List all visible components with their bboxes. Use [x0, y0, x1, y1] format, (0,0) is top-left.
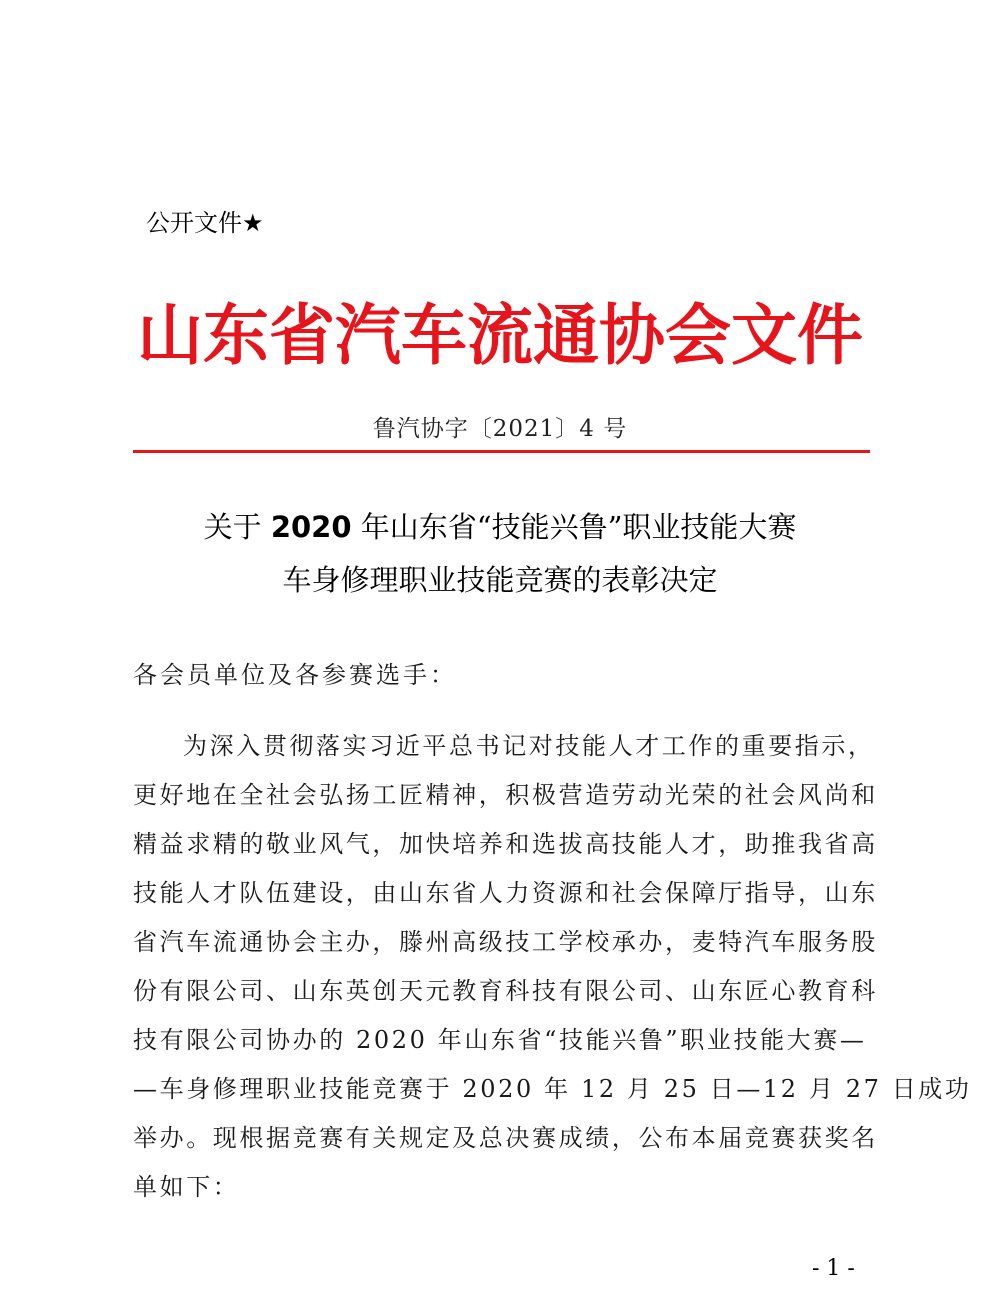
body-line: 省汽车流通协会主办，滕州高级技工学校承办，麦特汽车服务股	[133, 928, 878, 956]
salutation: 各会员单位及各参赛选手：	[133, 661, 457, 689]
document-title-line-2: 车身修理职业技能竞赛的表彰决定	[282, 563, 718, 597]
document-number: 鲁汽协字〔2021〕4 号	[372, 416, 628, 442]
document-title-line-1	[0, 502, 1000, 552]
title-suffix: 年山东省“技能兴鲁”职业技能大赛	[351, 510, 797, 544]
body-line: 技有限公司协办的 2020 年山东省“技能兴鲁”职业技能大赛—	[133, 1026, 867, 1054]
body-line: 更好地在全社会弘扬工匠精神，积极营造劳动光荣的社会风尚和	[133, 781, 878, 809]
classification-label: 公开文件★	[146, 209, 264, 237]
organization-title: 山东省汽车流通协会文件	[137, 297, 863, 374]
title-year: 2020	[270, 510, 352, 544]
body-line: 技能人才队伍建设，由山东省人力资源和社会保障厅指导，山东	[133, 879, 878, 907]
body-line: 单如下：	[133, 1173, 240, 1201]
header-divider	[133, 450, 870, 453]
page-number: - 1 -	[812, 1256, 855, 1281]
body-line: 举办。现根据竞赛有关规定及总决赛成绩，公布本届竞赛获奖名	[133, 1124, 878, 1152]
body-line: —车身修理职业技能竞赛于 2020 年 12 月 25 日—12 月 27 日成功	[133, 1075, 972, 1103]
body-line: 精益求精的敬业风气，加快培养和选拔高技能人才，助推我省高	[133, 830, 878, 858]
body-paragraph	[133, 722, 972, 1212]
body-line: 为深入贯彻落实习近平总书记对技能人才工作的重要指示，	[183, 732, 875, 760]
title-prefix: 关于	[203, 510, 271, 544]
body-line: 份有限公司、山东英创天元教育科技有限公司、山东匠心教育科	[133, 977, 878, 1005]
